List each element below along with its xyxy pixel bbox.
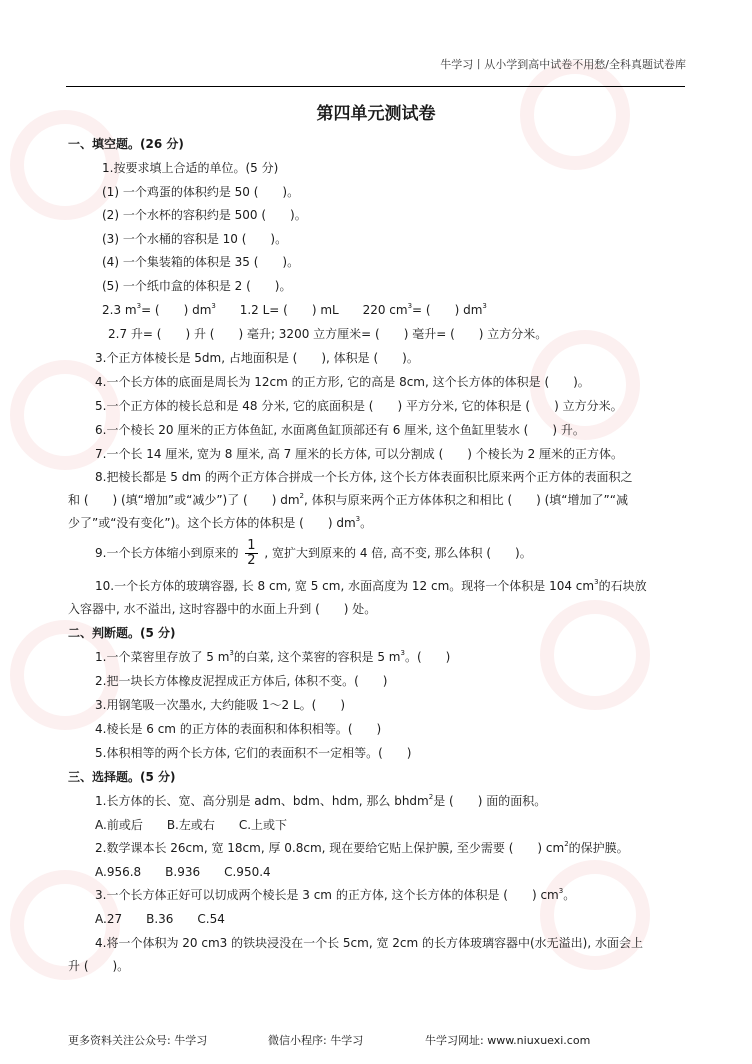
question-2-line-1 xyxy=(102,302,487,318)
watermark-logo xyxy=(540,860,650,970)
question-1-item: (1) 一个鸡蛋的体积约是 50 ( )。 xyxy=(102,185,300,199)
judge-4: 4.棱长是 6 cm 的正方体的表面积和体积相等。( ) xyxy=(95,722,382,736)
q8-part: , 体积与原来两个正方体体积之和相比 ( ) (填“增加了”“减 xyxy=(304,493,628,507)
j1-part: 的白菜, 这个菜窖的容积是 5 m xyxy=(233,650,401,664)
c3-part: 。 xyxy=(563,888,576,902)
question-8-line-2 xyxy=(68,492,628,508)
q9-part: 9.一个长方体缩小到原来的 xyxy=(95,546,239,560)
question-3: 3.个正方体棱长是 5dm, 占地面积是 ( ), 体积是 ( )。 xyxy=(95,351,419,365)
question-10-line-2: 入容器中, 水不溢出, 这时容器中的水面上升到 ( ) 处。 xyxy=(68,602,377,616)
question-8-line-3 xyxy=(68,515,372,531)
q10-part: 的石块放 xyxy=(598,579,647,593)
j1-part: 。( ) xyxy=(404,650,451,664)
c2-part: 的保护膜。 xyxy=(568,841,629,855)
superscript: 3 xyxy=(558,887,564,895)
question-2-line-2: 2.7 升= ( ) 升 ( ) 毫升; 3200 立方厘米= ( ) 毫升= ( ) 立方分米。 xyxy=(108,327,548,341)
fraction xyxy=(245,539,257,568)
question-1-item: (4) 一个集装箱的体积是 35 ( )。 xyxy=(102,255,300,269)
judge-1 xyxy=(95,649,450,665)
section3-heading: 三、选择题。(5 分) xyxy=(68,770,176,784)
question-1-item: (3) 一个水桶的容积是 10 ( )。 xyxy=(102,232,288,246)
judge-2: 2.把一块长方体橡皮泥捏成正方体后, 体积不变。( ) xyxy=(95,674,388,688)
superscript: 2 xyxy=(564,840,569,848)
watermark-logo xyxy=(540,600,650,710)
superscript: 3 xyxy=(229,649,234,657)
question-8-line-1: 8.把棱长都是 5 dm 的两个正方体合拼成一个长方体, 这个长方体表面积比原来两个正方体的表面积之 xyxy=(95,470,633,484)
judge-5: 5.体积相等的两个长方体, 它们的表面积不一定相等。( ) xyxy=(95,746,412,760)
q2-part: 2.3 m xyxy=(102,303,137,317)
choice-1 xyxy=(95,793,546,809)
section2-heading: 二、判断题。(5 分) xyxy=(68,626,176,640)
choice-3 xyxy=(95,887,575,903)
question-4: 4.一个长方体的底面是周长为 12cm 的正方形, 它的高是 8cm, 这个长方体的体积是 ( )。 xyxy=(95,375,590,389)
q8-part: 少了”或“没有变化”)。这个长方体的体积是 ( ) dm xyxy=(68,516,356,530)
page-header: 牛学习丨从小学到高中试卷不用愁/全科真题试卷库 xyxy=(440,58,686,71)
footer-mini-program: 微信小程序: 牛学习 xyxy=(268,1034,364,1047)
choice-4-line-1: 4.将一个体积为 20 cm3 的铁块浸没在一个长 5cm, 宽 2cm 的长方体玻璃容器中(水无溢出), 水面会上 xyxy=(95,936,643,950)
c1-part: 1.长方体的长、宽、高分别是 adm、bdm、hdm, 那么 bhdm xyxy=(95,794,429,808)
question-7: 7.一个长 14 厘米, 宽为 8 厘米, 高 7 厘米的长方体, 可以分割成 ( ) 个棱长为 2 厘米的正方体。 xyxy=(95,447,624,461)
question-9 xyxy=(95,536,532,570)
superscript: 3 xyxy=(482,302,487,310)
q2-part: = ( ) dm xyxy=(141,303,212,317)
c3-part: 3.一个长方体正好可以切成两个棱长是 3 cm 的正方体, 这个长方体的体积是 ( ) cm xyxy=(95,888,559,902)
c2-part: 2.数学课本长 26cm, 宽 18cm, 厚 0.8cm, 现在要给它贴上保护膜, 至少需要 ( ) cm xyxy=(95,841,565,855)
fraction-denominator: 2 xyxy=(247,553,256,568)
superscript: 3 xyxy=(594,578,599,586)
choice-3-options: A.27 B.36 C.54 xyxy=(95,912,225,926)
superscript: 2 xyxy=(428,793,434,801)
choice-1-options: A.前或后 B.左或右 C.上或下 xyxy=(95,818,288,832)
question-1-item: (2) 一个水杯的容积约是 500 ( )。 xyxy=(102,208,307,222)
judge-3: 3.用钢笔吸一次墨水, 大约能吸 1～2 L。( ) xyxy=(95,698,346,712)
q9-part: , 宽扩大到原来的 4 倍, 高不变, 那么体积 ( )。 xyxy=(264,546,532,560)
fraction-numerator: 1 xyxy=(247,538,256,553)
superscript: 3 xyxy=(355,515,361,523)
j1-part: 1.一个菜窖里存放了 5 m xyxy=(95,650,230,664)
c1-part: 是 ( ) 面的面积。 xyxy=(433,794,547,808)
superscript: 3 xyxy=(407,302,413,310)
superscript: 3 xyxy=(136,302,142,310)
question-1: 1.按要求填上合适的单位。(5 分) xyxy=(102,161,279,175)
q2-part: 220 cm xyxy=(362,303,408,317)
footer-website-link[interactable]: 牛学习网址: www.niuxuexi.com xyxy=(425,1034,591,1047)
q2-part: = ( ) dm xyxy=(412,303,483,317)
q2-part: 1.2 L= ( ) mL xyxy=(239,303,339,317)
question-10-line-1 xyxy=(95,578,647,594)
footer-wechat-account: 更多资料关注公众号: 牛学习 xyxy=(68,1034,208,1047)
superscript: 3 xyxy=(211,302,216,310)
section1-heading: 一、填空题。(26 分) xyxy=(68,137,184,151)
q10-part: 10.一个长方体的玻璃容器, 长 8 cm, 宽 5 cm, 水面高度为 12 cm。现将一个体积是 104 cm xyxy=(95,579,595,593)
choice-4-line-2: 升 ( )。 xyxy=(68,959,130,973)
page-title: 第四单元测试卷 xyxy=(316,104,436,124)
choice-2-options: A.956.8 B.936 C.950.4 xyxy=(95,865,271,879)
question-5: 5.一个正方体的棱长总和是 48 分米, 它的底面积是 ( ) 平方分米, 它的体积是 ( ) 立方分米。 xyxy=(95,399,623,413)
choice-2 xyxy=(95,840,629,856)
question-1-item: (5) 一个纸巾盒的体积是 2 ( )。 xyxy=(102,279,292,293)
header-rule xyxy=(66,86,685,87)
q8-part: 和 ( ) (填“增加”或“减少”)了 ( ) dm xyxy=(68,493,300,507)
superscript: 3 xyxy=(400,649,405,657)
q8-part: 。 xyxy=(360,516,373,530)
superscript: 2 xyxy=(299,492,304,500)
question-6: 6.一个棱长 20 厘米的正方体鱼缸, 水面离鱼缸顶部还有 6 厘米, 这个鱼缸里装水 ( ) 升。 xyxy=(95,423,585,437)
